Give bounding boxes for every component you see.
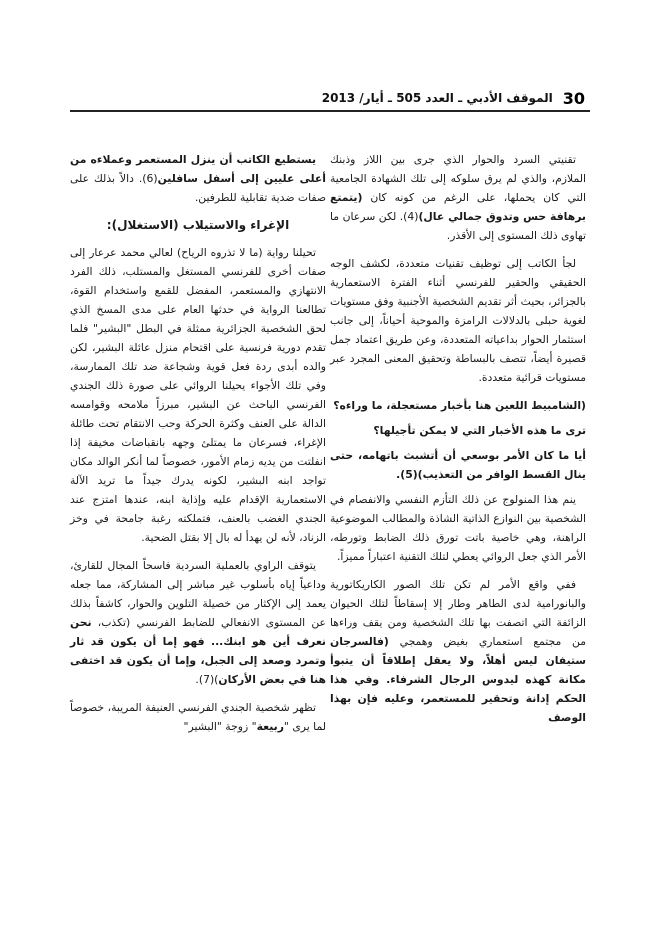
- quoted-text: (يتمتع برهافة حس وتدوق جمالي عال): [330, 191, 586, 223]
- paragraph-text: يتوقف الراوي بالعملية السردية فاسحاً المجال للقارئ، وداعياً إياه بأسلوب غير مباشر إلى المشاركة، مما جعله يعمد إلى الإكثار من خصيلة التلوين والحوار، كاشفاً بذلك عن المستوى الانفعالي للضابط الفرنسي (تكذب،: [70, 559, 326, 629]
- paragraph-text: تظهر شخصية الجندي الفرنسي العنيفة المريبة، خصوصاً لما يرى ": [70, 701, 326, 733]
- paragraph: تحيلنا رواية (ما لا تذروه الرياح) لعالي محمد عرعار إلى صفات أخرى للفرنسي المستغل والمستلب، ذلك الفرد الانتهازي والمستعمر، المفضل للقمع واستخدام القوة، تطالعنا الرواية في حدثها العام على مدى المسخ الذي لحق الشخصية الجزائرية ممثلة في البطل "البشير" فلما تقدم دورية فرنسية على اقتحام منزل عائلة البشير، لكن والده أبدى ردة فعل قوية وشجاعة ضد تلك الممارسة، وفي تلك الأجواء يحيلنا الروائي على صورة ذلك الجندي الفرنسي الباحث عن البشير، مبرزاً ملامحه وقوامسه الدالة على العنف وكثرة الحركة وحب الانتقام تحت طائلة الإغراء، فسرعان ما يمتلئ وجهه بانقباضات مخيفة إذا انفلتت من يديه زمام الأمور، خصوصاً لما أنكر الوالد مكان تواجد ابنه البشير، لكونه يدرك جيداً ما تريد الآلة الاستعمارية الإقدام عليه وإذاية ابنه، عندها امتزج عند الجندي الغضب بالعنف، فتملكته رغبة جامحة في وخز الزناد، لأنه لن يهدأ له بال إلا بقتل الضحية.: [70, 246, 326, 544]
- left-column: [70, 150, 326, 745]
- paragraph: [330, 150, 586, 245]
- quote-line: ترى ما هذه الأخبار التي لا يمكن تأجيلها؟: [373, 424, 586, 437]
- quoted-text: أيا ما كان الأمر بوسعي أن أتشبث باتهامه، حتى ينال القسط الوافر من التعذيب: [330, 449, 586, 481]
- paragraph-text: تقنيتي السرد والحوار الذي جرى بين اللاز وذبنك الملازم، والذي لم يرق سلوكه إلى تلك الشهادة الجامعية التي كان يحملها، على الرغم من كونه كان: [330, 153, 586, 204]
- paragraph-text: (4). لكن سرعان ما تهاوى ذلك المستوى إلى الأقذر.: [330, 210, 586, 242]
- paragraph-text: (6). دالاً بذلك على صفات ضدية تقابلية للطرفين.: [70, 172, 326, 204]
- paragraph-text: ففي واقع الأمر لم تكن تلك الصور الكاريكاتورية والبانورامية لدى الطاهر وطار إلا إسقاطاً لتلك الحيوان الزائفة التي اتصفت بها تلك الشخصية ومن يقف وراءها من مجتمع استعماري بغيض وهمجي: [330, 578, 586, 648]
- paragraph: لجأ الكاتب إلى توظيف تقنيات متعددة، لكشف الوجه الحقيقي والحقير للفرنسي أثناء الفترة الاستعمارية بالجزائر، بحيث أثر تقديم الشخصية الأجنبية وفق مستويات لغوية حبلى بالدلالات الرامزة والموحية أحياناً، إلى جانب استثمار الحوار بداعياته المتعددة، وعن طريق اعتماد جمل قصيرة أيضاً، تتصف بالبساطة وتحقيق المعنى المجرد عبر مستويات قرائية متعددة.: [330, 257, 586, 384]
- paragraph: [70, 150, 326, 207]
- quoted-text: يستطيع الكاتب أن ينزل المستعمر وعملاءه من أعلى عليين إلى أسفل سافلين: [70, 153, 327, 185]
- journal-issue-line: الموقف الأدبي ـ العدد 505 ـ أيار/ 2013: [321, 91, 553, 105]
- page-number: 30: [562, 88, 585, 108]
- paragraph: ينم هذا المنولوج عن ذلك التأزم النفسي والانفصام في الشخصية بين النوازع الذاتية الشاذة والمطالب الموضوعية الراهنة، وهي خاصية باتت تورق ذلك الضابط وتورطه، الأمر الذي جعل الروائي يعطي لتلك التقنية اعتباراً مميزاً.: [330, 493, 586, 563]
- paragraph: [70, 698, 326, 736]
- paragraph: [70, 556, 326, 689]
- quoted-text: (فالسرجان ستيفان ليس أهلاً، ولا يعقل إطلاقاً أن يتبوأ مكانة كهذه ليدوس الرجال الشرفاء. وفي هذا الحكم إدانة وتحقير للمستعمر، وعليه فإن بهذا الوصف: [330, 635, 586, 724]
- paragraph: [330, 575, 586, 727]
- citation: )(7).: [195, 673, 219, 686]
- quote-line: (الشامبيط اللعين هنا بأخبار مستعجلة، ما وراءه؟: [333, 399, 586, 412]
- right-column: [330, 150, 586, 736]
- quote-line: [330, 446, 586, 484]
- citation: )(5).: [396, 468, 423, 481]
- quoted-text: ربيعة: [256, 720, 284, 733]
- quoted-text: نحن نعرف أين هو ابنك... فهو إما أن يكون قد ثار وتمرد وصعد إلى الجبل، وإما أن يكون قد اختفى هنا في بعض الأركان: [70, 616, 326, 686]
- page-header: [321, 86, 585, 110]
- header-divider: [70, 110, 590, 112]
- section-heading: الإغراء والاستيلاب (الاستغلال):: [106, 218, 290, 232]
- paragraph-text: " زوجة "البشير": [183, 720, 257, 733]
